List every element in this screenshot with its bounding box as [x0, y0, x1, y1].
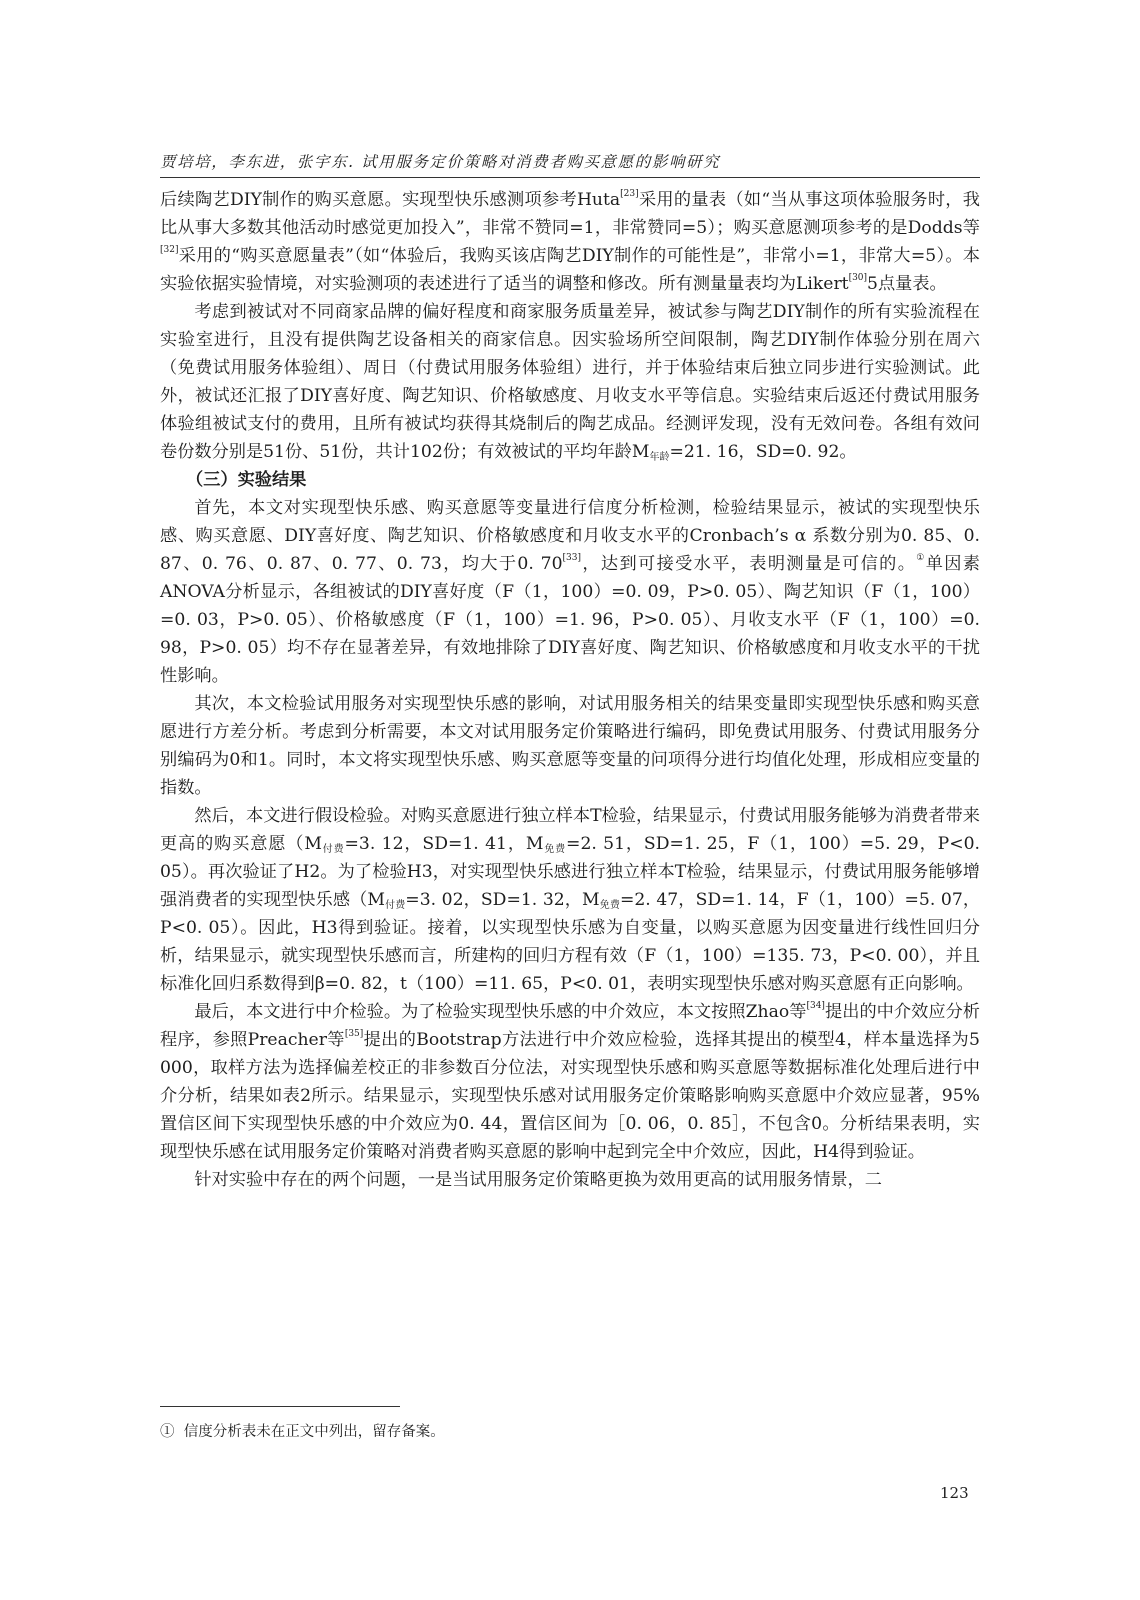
citation-ref: [30] — [848, 273, 868, 283]
paragraph-mediation — [160, 998, 980, 1166]
text-segment: 单因素ANOVA分析显示，各组被试的DIY喜好度（F（1，100）=0. 09，P>0. 05）、陶艺知识（F（1，100）=0. 03，P>0. 05）、价格敏感度（F（1，100）=1. 96，P>0. 05）、月收支水平（F（1，100）=0. 98，P>0. 05）均不存在显著差异，有效地排除了DIY喜好度、陶艺知识、价格敏感度和月收支水平的干扰性影响。 — [160, 554, 980, 686]
text-segment: =3. 12，SD=1. 41，M — [344, 834, 544, 854]
text-segment: 提出的中介效应分析程序，参照Preacher等 — [160, 1002, 980, 1050]
citation-ref: [32] — [160, 245, 179, 255]
citation-ref: [33] — [562, 553, 582, 563]
text-segment: =2. 47，SD=1. 14，F（1，100）=5. 07，P<0. 05）。因此，H3得到验证。接着，以实现型快乐感为自变量，以购买意愿为因变量进行线性回归分析，结果显示，就实现型快乐感而言，所建构的回归方程有效（F（1，100）=135. 73，P<0. 00），并且标准化回归系数得到β=0. 82，t（100）=11. 65，P<0. 01，表明实现型快乐感对购买意愿有正向影响。 — [160, 890, 981, 994]
paragraph-variance-analysis: 其次，本文检验试用服务对实现型快乐感的影响，对试用服务相关的结果变量即实现型快乐感和购买意愿进行方差分析。考虑到分析需要，本文对试用服务定价策略进行编码，即免费试用服务、付费试用服务分别编码为0和1。同时，本文将实现型快乐感、购买意愿等变量的问项得分进行均值化处理，形成相应变量的指数。 — [160, 694, 980, 798]
citation-ref: [23] — [620, 189, 639, 199]
subscript: 年龄 — [649, 452, 670, 463]
text-segment: 最后，本文进行中介检验。为了检验实现型快乐感的中介效应，本文按照Zhao等 — [194, 1002, 807, 1022]
body-text — [160, 186, 980, 1194]
footnote-marker: ① — [160, 1424, 175, 1440]
page-number: 123 — [940, 1484, 969, 1502]
running-header: 贾培培，李东进，张宇东. 试用服务定价策略对消费者购买意愿的影响研究 — [160, 153, 721, 171]
citation-ref: [34] — [806, 1001, 825, 1011]
text-segment: 5点量表。 — [867, 274, 947, 294]
paragraph-procedure — [160, 298, 980, 466]
paragraph-measures — [160, 186, 980, 298]
text-segment: ，达到可接受水平，表明测量是可信的。 — [581, 554, 917, 574]
text-segment: 然后，本文进行假设检验。对购买意愿进行独立样本T检验，结果显示，付费试用服务能够为消费者带来更高的购买意愿（M — [160, 806, 980, 854]
paragraph-limitations: 针对实验中存在的两个问题，一是当试用服务定价策略更换为效用更高的试用服务情景，二 — [194, 1170, 882, 1190]
citation-ref: [35] — [344, 1029, 364, 1039]
footnote-rule — [160, 1406, 400, 1407]
subscript: 免费 — [543, 844, 567, 855]
text-segment: =21. 16，SD=0. 92。 — [669, 442, 857, 462]
text-segment: 采用的量表（如“当从事这项体验服务时，我比从事大多数其他活动时感觉更加投入”，非常不赞同=1，非常赞同=5）；购买意愿测项参考的是Dodds等 — [160, 190, 980, 238]
footnote — [160, 1420, 445, 1441]
text-segment: 采用的“购买意愿量表”（如“体验后，我购买该店陶艺DIY制作的可能性是”，非常小=1，非常大=5）。本实验依据实验情境，对实验测项的表述进行了适当的调整和修改。所有测量量表均为Likert — [160, 246, 980, 294]
footnote-text: 信度分析表未在正文中列出，留存备案。 — [183, 1424, 445, 1440]
text-segment: 考虑到被试对不同商家品牌的偏好程度和商家服务质量差异，被试参与陶艺DIY制作的所有实验流程在实验室进行，且没有提供陶艺设备相关的商家信息。因实验场所空间限制，陶艺DIY制作体验分别在周六（免费试用服务体验组）、周日（付费试用服务体验组）进行，并于体验结束后独立同步进行实验测试。此外，被试还汇报了DIY喜好度、陶艺知识、价格敏感度、月收支水平等信息。实验结束后返还付费试用服务体验组被试支付的费用，且所有被试均获得其烧制后的陶艺成品。经测评发现，没有无效问卷。各组有效问卷份数分别是51份、51份，共计102份；有效被试的平均年龄M — [160, 302, 980, 462]
text-segment: 后续陶艺DIY制作的购买意愿。实现型快乐感测项参考Huta — [160, 190, 621, 210]
subscript: 付费 — [321, 844, 345, 855]
text-segment: =3. 02，SD=1. 32，M — [405, 890, 600, 910]
paragraph-hypothesis-test — [160, 802, 980, 998]
footnote-marker: ① — [916, 553, 926, 563]
subscript: 付费 — [385, 900, 406, 911]
text-segment: 提出的Bootstrap方法进行中介效应检验，选择其提出的模型4，样本量选择为5 000，取样方法为选择偏差校正的非参数百分位法，对实现型快乐感和购买意愿等数据标准化处理后进行中介分析，结果如表2所示。结果显示，实现型快乐感对试用服务定价策略影响购买意愿中介效应显著，95%置信区间下实现型快乐感的中介效应为0. 44，置信区间为［0. 06，0. 85］，不包含0。分析结果表明，实现型快乐感在试用服务定价策略对消费者购买意愿的影响中起到完全中介效应，因此，H4得到验证。 — [160, 1030, 980, 1162]
text-segment: =2. 51，SD=1. 25，F（1，100）=5. 29，P<0. 05）。再次验证了H2。为了检验H3，对实现型快乐感进行独立样本T检验，结果显示，付费试用服务能够增强消费者的实现型快乐感（M — [160, 834, 981, 910]
subscript: 免费 — [599, 900, 620, 911]
section-heading: （三）实验结果 — [186, 470, 307, 490]
paragraph-reliability — [160, 494, 980, 690]
text-segment: 首先，本文对实现型快乐感、购买意愿等变量进行信度分析检测，检验结果显示，被试的实现型快乐感、购买意愿、DIY喜好度、陶艺知识、价格敏感度和月收支水平的Cronbach’s α 系数分别为0. 85、0. 87、0. 76、0. 87、0. 77、0. 73，均大于0. 70 — [160, 498, 980, 574]
header-rule — [160, 177, 980, 178]
